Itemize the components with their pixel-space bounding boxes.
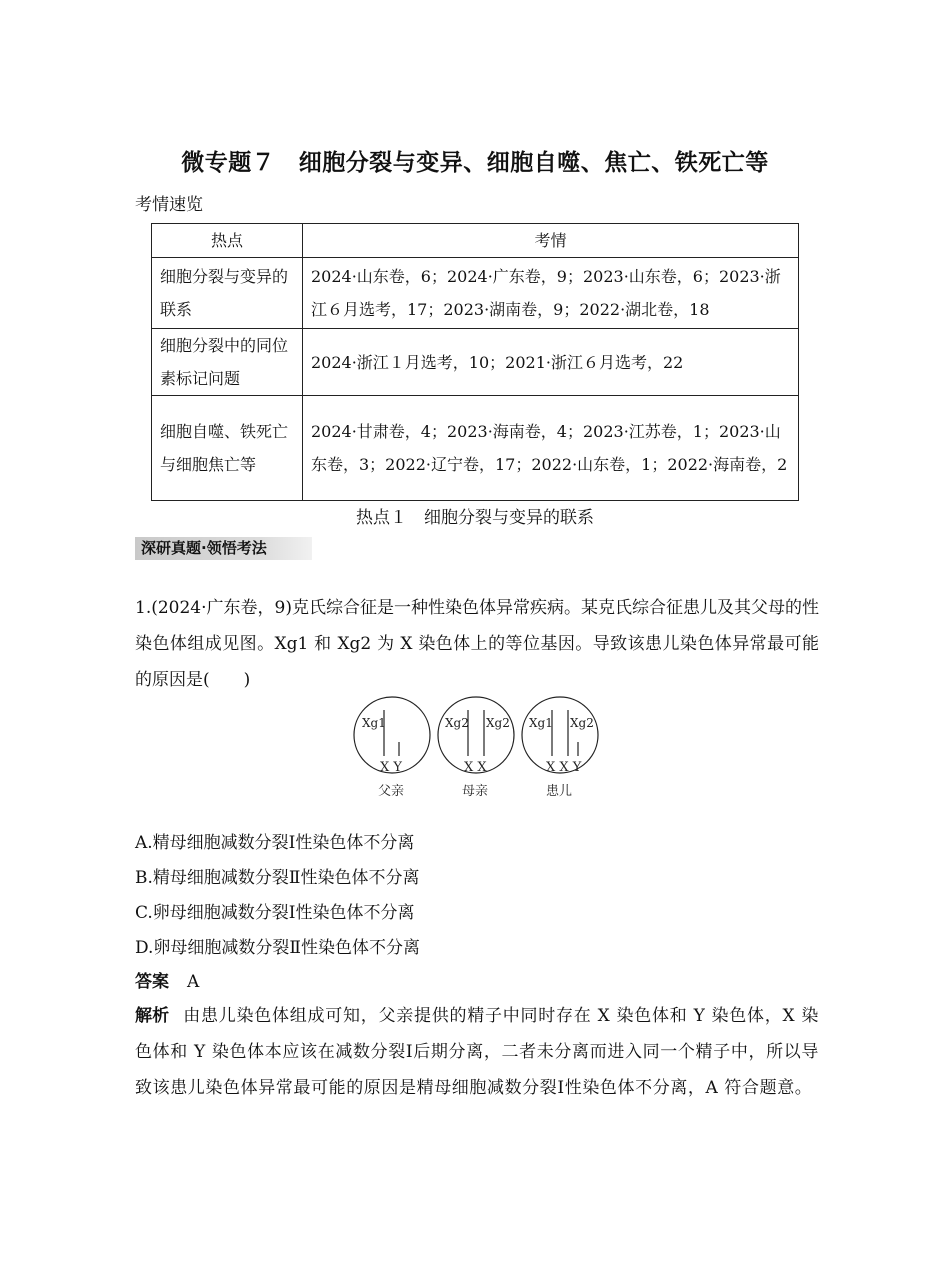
table-cell-topic: 细胞分裂与变异的联系 <box>152 258 303 329</box>
table-row <box>152 258 799 329</box>
cell-caption: 母亲 <box>462 784 489 799</box>
section-banner: 深研真题·领悟考法 <box>135 537 312 560</box>
option-c: C.卵母细胞减数分裂Ⅰ性染色体不分离 <box>135 903 415 923</box>
answer-line <box>135 967 199 992</box>
gene-label: Xg2 <box>570 716 594 730</box>
option-a: A.精母细胞减数分裂Ⅰ性染色体不分离 <box>135 833 415 853</box>
table-cell-topic: 细胞分裂中的同位素标记问题 <box>152 329 303 396</box>
cell-caption: 患儿 <box>546 784 573 799</box>
question-text: 1.(2024·广东卷，9)克氏综合征是一种性染色体异常疾病。某克氏综合征患儿及其父母的性染色体组成见图。Xg1 和 Xg2 为 X 染色体上的等位基因。导致该患儿染色体异常最可能的原因是( ) <box>135 598 819 690</box>
table-row <box>152 329 799 396</box>
explanation-label: 解析 <box>135 1006 170 1026</box>
cell-caption: 父亲 <box>378 784 405 799</box>
table-row <box>152 396 799 501</box>
option-d: D.卵母细胞减数分裂Ⅱ性染色体不分离 <box>135 938 420 958</box>
table-cell-detail: 2024·浙江１月选考，10；2021·浙江６月选考，22 <box>303 329 799 396</box>
table-header-topic: 热点 <box>152 224 303 258</box>
hotspot-caption: 热点１ 细胞分裂与变异的联系 <box>356 508 594 528</box>
chromosome-label: X X <box>464 760 487 775</box>
chromosome-label: X X Y <box>546 760 582 775</box>
mother-cell <box>438 697 514 799</box>
option-b: B.精母细胞减数分裂Ⅱ性染色体不分离 <box>135 868 420 888</box>
karyotype-figure <box>340 696 605 806</box>
page-title: 微专题７ 细胞分裂与变异、细胞自噬、焦亡、铁死亡等 <box>181 150 769 176</box>
table-header-row <box>152 224 799 258</box>
gene-label: Xg2 <box>486 716 510 730</box>
table-cell-detail: 2024·甘肃卷，4；2023·海南卷，4；2023·江苏卷，1；2023·山东卷，3；2022·辽宁卷，17；2022·山东卷，1；2022·海南卷，2 <box>303 396 799 501</box>
explanation-text: 由患儿染色体组成可知，父亲提供的精子中同时存在 X 染色体和 Y 染色体，X 染色体和 Y 染色体本应该在减数分裂Ⅰ后期分离，二者未分离而进入同一个精子中，所以导致该患儿染色体异常最可能的原因是精母细胞减数分裂Ⅰ性染色体不分离，A 符合题意。 <box>135 1006 819 1098</box>
answer-label: 答案 <box>135 972 169 992</box>
gene-label: Xg2 <box>445 716 469 730</box>
father-cell <box>354 697 430 799</box>
child-cell <box>522 697 598 799</box>
chromosome-label: X Y <box>380 760 402 775</box>
explanation <box>135 998 819 1106</box>
gene-label: Xg1 <box>362 716 386 730</box>
table-cell-detail: 2024·山东卷，6；2024·广东卷，9；2023·山东卷，6；2023·浙江６月选考，17；2023·湖南卷，9；2022·湖北卷，18 <box>303 258 799 329</box>
gene-label: Xg1 <box>529 716 553 730</box>
overview-label: 考情速览 <box>135 195 203 215</box>
table-cell-topic: 细胞自噬、铁死亡与细胞焦亡等 <box>152 396 303 501</box>
table-header-detail: 考情 <box>303 224 799 258</box>
hotspot-table <box>151 223 799 501</box>
answer-value: A <box>187 972 200 992</box>
